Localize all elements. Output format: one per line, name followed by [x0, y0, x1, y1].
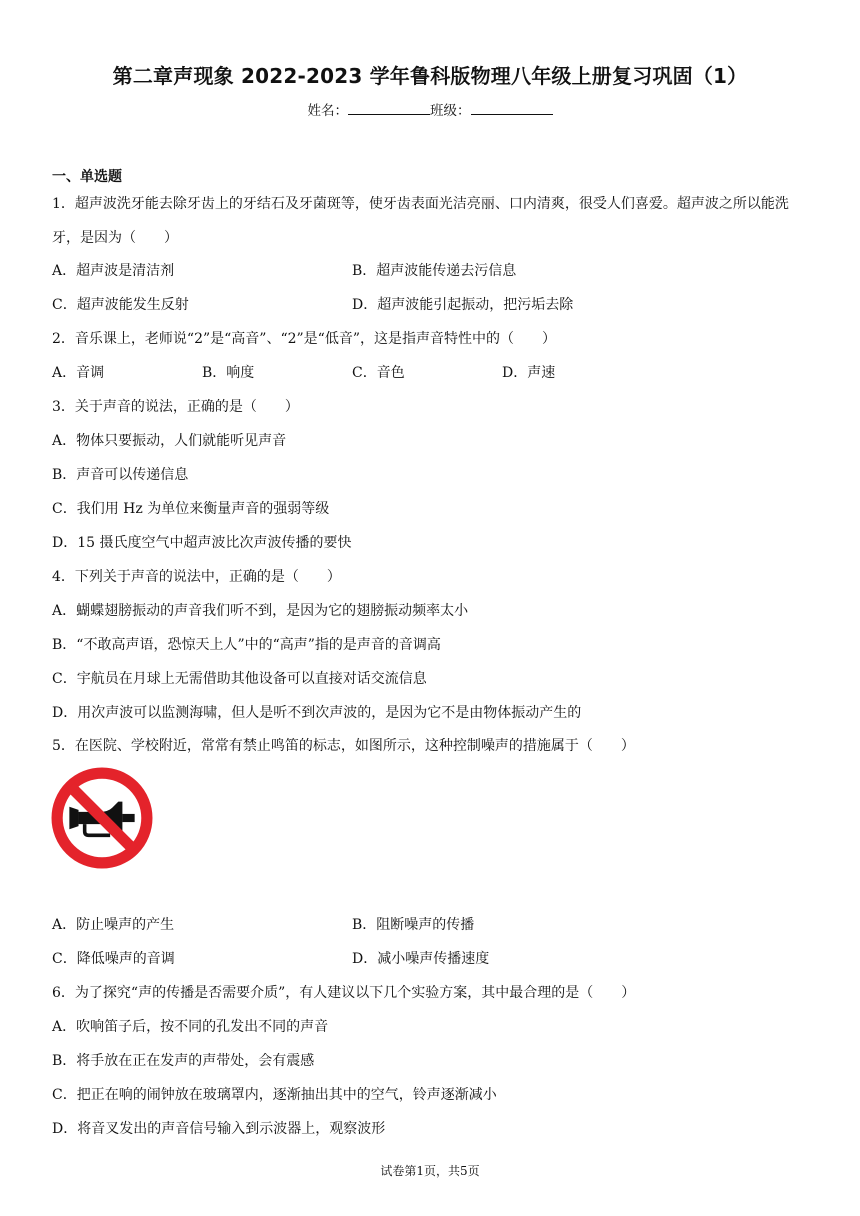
q5-option-b: B．阻断噪声的传播: [352, 917, 475, 933]
question-4-stem: 4．下列关于声音的说法中，正确的是（ ）: [52, 569, 341, 585]
q3-option-d: D．15 摄氏度空气中超声波比次声波传播的要快: [52, 535, 352, 551]
section-heading: 一、单选题: [52, 169, 122, 185]
q2-option-b: B．响度: [202, 365, 255, 381]
page-footer: 试卷第1页，共5页: [380, 1164, 480, 1178]
q2-option-a: A．音调: [52, 365, 105, 381]
q3-option-b: B．声音可以传递信息: [52, 467, 189, 483]
q6-option-b: B．将手放在正在发声的声带处，会有震感: [52, 1053, 315, 1069]
question-1-stem: 1．超声波洗牙能去除牙齿上的牙结石及牙菌斑等，使牙齿表面光洁亮丽、口内清爽，很受人们喜爱。超声波之所以能洗牙，是因为（ ）: [52, 196, 789, 246]
q4-option-d: D．用次声波可以监测海啸，但人是听不到次声波的，是因为它不是由物体振动产生的: [52, 705, 582, 721]
name-label: 姓名：: [307, 103, 348, 119]
q5-option-c: C．降低噪声的音调: [52, 951, 175, 967]
q4-option-b: B．“不敢高声语，恐惊天上人”中的“高声”指的是声音的音调高: [52, 637, 441, 653]
class-label: 班级：: [430, 103, 471, 119]
page-title: 第二章声现象 2022-2023 学年鲁科版物理八年级上册复习巩固（1）: [112, 64, 748, 88]
no-honking-sign-icon: [51, 767, 153, 869]
q3-option-c: C．我们用 Hz 为单位来衡量声音的强弱等级: [52, 501, 330, 517]
q3-option-a: A．物体只要振动，人们就能听见声音: [52, 433, 287, 449]
q2-option-d: D．声速: [502, 365, 556, 381]
question-2-stem: 2．音乐课上，老师说“2”是“高音”、“2”是“低音”，这是指声音特性中的（ ）: [52, 331, 556, 347]
question-5-stem: 5．在医院、学校附近，常常有禁止鸣笛的标志，如图所示，这种控制噪声的措施属于（ ）: [52, 738, 635, 754]
q5-option-a: A．防止噪声的产生: [52, 917, 175, 933]
q6-option-c: C．把正在响的闹钟放在玻璃罩内，逐渐抽出其中的空气，铃声逐渐减小: [52, 1087, 497, 1103]
class-blank: [471, 102, 553, 115]
question-6-stem: 6．为了探究“声的传播是否需要介质”，有人建议以下几个实验方案，其中最合理的是（ ）: [52, 985, 636, 1001]
q1-option-d: D．超声波能引起振动，把污垢去除: [352, 297, 574, 313]
name-class-line: [0, 99, 860, 119]
q5-option-d: D．减小噪声传播速度: [352, 951, 490, 967]
question-3-stem: 3．关于声音的说法，正确的是（ ）: [52, 399, 299, 415]
q1-option-c: C．超声波能发生反射: [52, 297, 189, 313]
q1-option-b: B．超声波能传递去污信息: [352, 263, 517, 279]
q1-option-a: A．超声波是清洁剂: [52, 263, 175, 279]
q4-option-a: A．蝴蝶翅膀振动的声音我们听不到，是因为它的翅膀振动频率太小: [52, 603, 469, 619]
name-blank: [348, 102, 430, 115]
q6-option-d: D．将音叉发出的声音信号输入到示波器上，观察波形: [52, 1121, 386, 1137]
q6-option-a: A．吹响笛子后，按不同的孔发出不同的声音: [52, 1019, 329, 1035]
q4-option-c: C．宇航员在月球上无需借助其他设备可以直接对话交流信息: [52, 671, 427, 687]
q2-option-c: C．音色: [352, 365, 405, 381]
